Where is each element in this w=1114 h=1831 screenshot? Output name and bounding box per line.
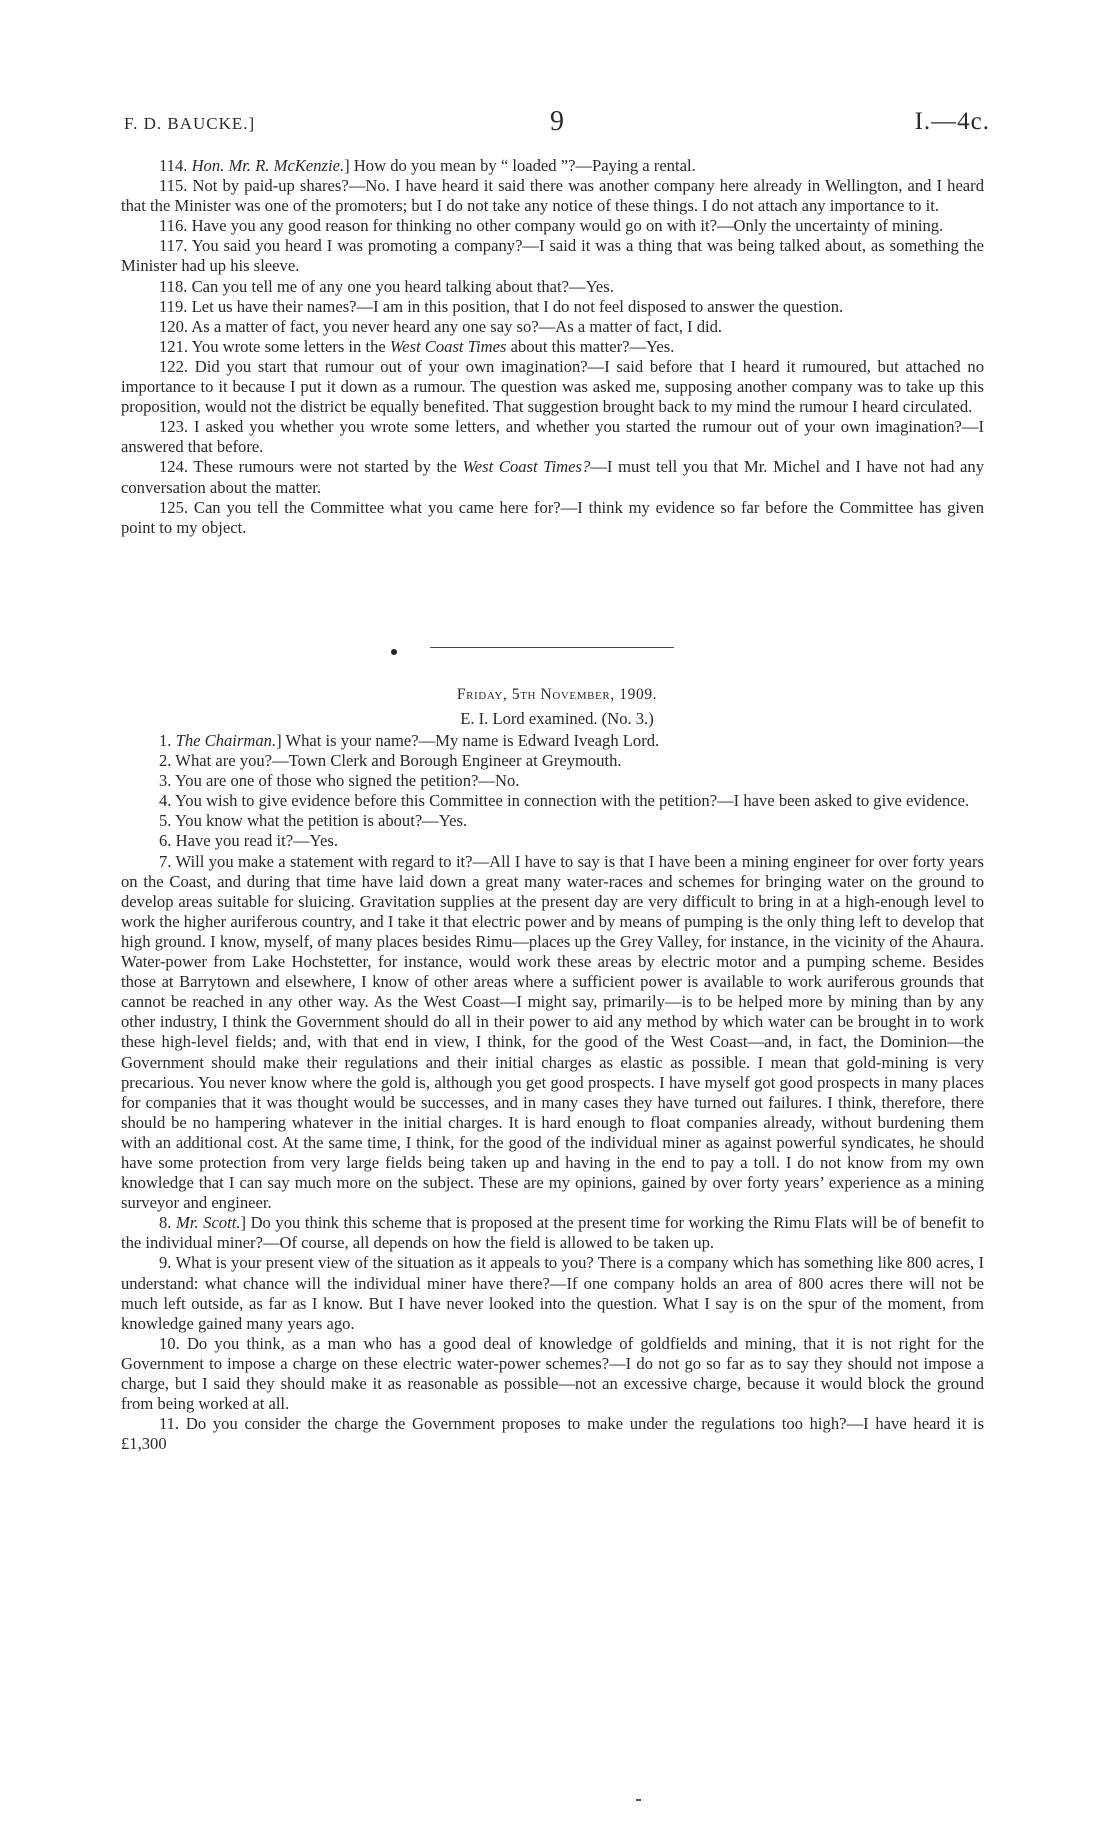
section-divider (430, 647, 674, 648)
bullet-mark (391, 649, 397, 655)
qa-paragraph: 1. The Chairman.] What is your name?—My name is Edward Iveagh Lord. (159, 731, 660, 750)
qa-paragraph: 123. I asked you whether you wrote some letters, and whether you started the rumour out of your own imagination?—I answered that before. (121, 417, 984, 457)
qa-paragraph: 125. Can you tell the Committee what you came here for?—I think my evidence so far before the Committee has given point to my object. (121, 497, 984, 537)
qa-paragraph: 8. Mr. Scott.] Do you think this scheme that is proposed at the present time for working the Rimu Flats will be of benefit to the individual miner?—Of course, all depends on how the field is allowed to be taken up. (121, 1213, 984, 1253)
qa-paragraph: 3. You are one of those who signed the petition?—No. (159, 771, 520, 791)
session-date: Friday, 5th November, 1909. (456, 686, 658, 703)
qa-paragraph: 121. You wrote some letters in the West Coast Times about this matter?—Yes. (159, 336, 675, 356)
qa-paragraph: 6. Have you read it?—Yes. (159, 831, 338, 851)
page-number: 9 (550, 106, 564, 137)
evidence-section-baucke (121, 156, 984, 538)
qa-paragraph: 116. Have you any good reason for thinking no other company would go on with it?—Only the uncertainty of mining. (159, 216, 944, 236)
qa-paragraph: 11. Do you consider the charge the Government proposes to make under the regulations too high?—I have heard it is £1,300 (121, 1414, 984, 1454)
qa-paragraph: 114. Hon. Mr. R. McKenzie.] How do you mean by “ loaded ”?—Paying a rental. (159, 156, 696, 175)
qa-paragraph: 9. What is your present view of the situation as it appeals to you? There is a company which has something like 800 acres, I understand: what chance will the individual miner have there?—If one company holds an area of 800 acres there will not be much left outside, as far as I know. But I have never looked into the question. What I say is on the spur of the moment, from knowledge gained many years ago. (121, 1253, 984, 1333)
header-witness-name: F. D. BAUCKE.] (124, 114, 256, 133)
evidence-section-lord (121, 731, 984, 1454)
qa-paragraph: 119. Let us have their names?—I am in this position, that I do not feel disposed to answer the question. (159, 296, 844, 316)
qa-paragraph: 10. Do you think, as a man who has a good deal of knowledge of goldfields and mining, that it is not right for the Government to impose a charge on these electric water-power schemes?—I do not go so far as to say they should not impose a charge, but I said they should make it as reasonable as possible—not an excessive charge, because it would block the ground from being worked at all. (121, 1333, 984, 1414)
qa-paragraph: 118. Can you tell me of any one you heard talking about that?—Yes. (159, 276, 614, 296)
printer-mark (636, 1799, 641, 1801)
qa-paragraph: 4. You wish to give evidence before this Committee in connection with the petition?—I have been asked to give evidence. (159, 791, 970, 811)
qa-paragraph: 2. What are you?—Town Clerk and Borough Engineer at Greymouth. (159, 751, 622, 771)
qa-paragraph: 115. Not by paid-up shares?—No. I have heard it said there was another company here already in Wellington, and I heard that the Minister was one of the promoters; but I do not take any notice of these things. I do not attach any importance to it. (121, 176, 984, 216)
qa-paragraph: 7. Will you make a statement with regard to it?—All I have to say is that I have been a mining engineer for over forty years on the Coast, and during that time have laid down a great many water-races and schemes for bringing water on the ground to develop areas suitable for sluicing. Gravitation supplies at the present day are very difficult to bring in at a high-enough level to work the higher auriferous country, and I take it that electric power and by means of pumping is the only thing left to develop that high ground. I know, myself, of many places besides Rimu—places up the Grey Valley, for instance, in the vicinity of the Ahaura. Water-power from Lake Hochstetter, for instance, would work these areas by electric motor and a pumping scheme. Besides those at Barrytown and elsewhere, I know of other areas where a sufficient power is available to work auriferous grounds that cannot be reached in any other way. As the West Coast—I might say, primarily—is to be helped more by mining than by any other industry, I think the Government should do all in their power to aid any method by which water can be brought in to work these high-level fields; and, with that end in view, I think, for the good of the West Coast—and, in fact, the Dominion—the Government should make their regulations and their initial charges as elastic as possible. I mean that gold-mining is very precarious. You never know where the gold is, although you get good prospects. I have myself got good prospects in many places for companies that it was thought would be successes, and in many cases they have turned out failures. I think, therefore, there should be no hampering whatever in the initial charges. It is hard enough to float companies already, without burdening them with an additional cost. At the same time, I think, for the good of the individual miner as against powerful syndicates, he should have some protection from very large fields being taken up and having in the end to pay a toll. I do not know from my own knowledge that I can say much more on the subject. These are my opinions, gained by over forty years’ experience as a mining surveyor and engineer. (121, 851, 984, 1213)
document-reference: I.—4c. (914, 108, 990, 135)
qa-paragraph: 120. As a matter of fact, you never heard any one say so?—As a matter of fact, I did. (159, 316, 723, 336)
page-header (124, 106, 990, 142)
witness-heading: E. I. Lord examined. (No. 3.) (460, 709, 654, 728)
qa-paragraph: 5. You know what the petition is about?—Yes. (159, 811, 468, 831)
qa-paragraph: 117. You said you heard I was promoting a company?—I said it was a thing that was being talked about, as something the Minister had up his sleeve. (121, 236, 984, 276)
qa-paragraph: 122. Did you start that rumour out of your own imagination?—I said before that I heard it rumoured, but attached no importance to it because I put it down as a rumour. The question was asked me, supposing another company was to take up this proposition, would not the district be equally benefited. That suggestion brought back to my mind the rumour I heard circulated. (121, 356, 984, 417)
qa-paragraph: 124. These rumours were not started by the West Coast Times?—I must tell you that Mr. Michel and I have not had any conversation about the matter. (121, 457, 984, 497)
